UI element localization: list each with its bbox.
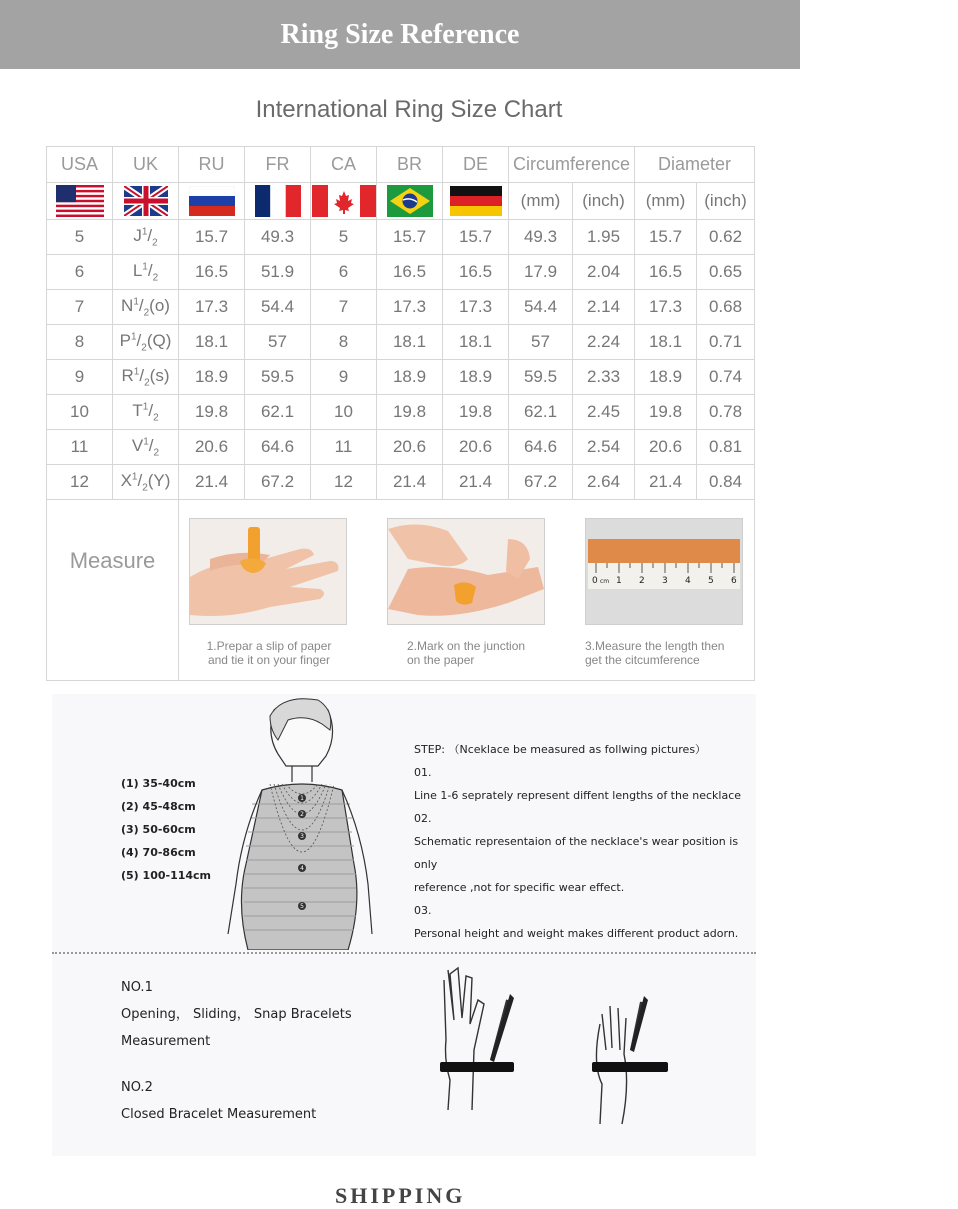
cell-dia-mm: 17.3	[635, 290, 697, 325]
cell-de: 17.3	[443, 290, 509, 325]
header-usa: USA	[47, 147, 113, 183]
step-line-8: Personal height and weight makes different product adorn.	[414, 927, 739, 940]
header-row	[47, 147, 755, 183]
cell-ca: 6	[311, 255, 377, 290]
step-3-caption	[585, 639, 745, 667]
fraction-num: 1	[130, 331, 137, 343]
ruler-digit-3: 3	[662, 576, 668, 586]
cell-ru: 18.9	[179, 360, 245, 395]
cell-usa: 11	[47, 430, 113, 465]
br-flag-cell	[377, 183, 443, 220]
step-2-caption	[387, 639, 547, 667]
fraction-num: 1	[142, 261, 148, 273]
cell-fr: 59.5	[245, 360, 311, 395]
canada-flag-icon	[312, 185, 376, 217]
cell-circ-inch: 2.14	[573, 290, 635, 325]
step-1-caption	[189, 639, 349, 667]
measure-steps-cell	[179, 500, 755, 681]
cell-dia-mm: 18.9	[635, 360, 697, 395]
cell-circ-mm: 49.3	[509, 220, 573, 255]
uk-letter: T	[132, 400, 143, 420]
cell-circ-mm: 62.1	[509, 395, 573, 430]
cell-dia-inch: 0.74	[697, 360, 755, 395]
fraction-num: 1	[141, 226, 148, 238]
cell-circ-inch: 2.45	[573, 395, 635, 430]
cell-uk	[113, 325, 179, 360]
fraction-slash: /	[148, 435, 154, 455]
ruler-digit-1: 1	[616, 576, 622, 586]
bracelet-instructions	[121, 974, 352, 1128]
bead-number-5: 5	[300, 903, 304, 910]
cell-dia-inch: 0.68	[697, 290, 755, 325]
cell-de: 16.5	[443, 255, 509, 290]
fraction-slash: /	[137, 470, 143, 490]
unit-circumference-mm: (mm)	[509, 183, 573, 220]
cell-usa: 9	[47, 360, 113, 395]
cell-circ-mm: 57	[509, 325, 573, 360]
cell-fr: 64.6	[245, 430, 311, 465]
ruler-digit-0: 0	[592, 576, 598, 586]
cell-dia-inch: 0.71	[697, 325, 755, 360]
cell-de: 19.8	[443, 395, 509, 430]
fraction-num: 1	[133, 296, 139, 308]
ruler-digit-5: 5	[708, 576, 714, 586]
table-row	[47, 430, 755, 465]
necklace-length-2: (2) 45-48cm	[121, 800, 196, 813]
cell-br: 16.5	[377, 255, 443, 290]
cell-ru: 15.7	[179, 220, 245, 255]
header-uk: UK	[113, 147, 179, 183]
bead-number-1: 1	[300, 795, 304, 802]
step-3-photo	[585, 518, 743, 625]
cell-uk	[113, 290, 179, 325]
measure-row	[47, 500, 755, 681]
cell-fr: 54.4	[245, 290, 311, 325]
measure-step-1	[189, 518, 349, 667]
step-2-photo	[387, 518, 545, 625]
step-2-caption-line2: on the paper	[407, 653, 475, 667]
measure-step-2	[387, 518, 547, 667]
cell-uk	[113, 255, 179, 290]
uk-letter: V	[131, 435, 144, 455]
fraction-den: 2	[152, 237, 158, 249]
cell-de: 18.9	[443, 360, 509, 395]
cell-uk	[113, 220, 179, 255]
necklace-length-3: (3) 50-60cm	[121, 823, 196, 836]
fraction-den: 2	[153, 447, 160, 459]
open-bracelet-wrist-icon	[428, 960, 528, 1130]
cell-dia-mm: 20.6	[635, 430, 697, 465]
header-ca: CA	[311, 147, 377, 183]
cell-de: 20.6	[443, 430, 509, 465]
cell-circ-inch: 2.64	[573, 465, 635, 500]
uk-suffix: (o)	[149, 295, 170, 315]
header-fr: FR	[245, 147, 311, 183]
cell-circ-mm: 64.6	[509, 430, 573, 465]
step-line-3: Line 1-6 seprately represent diffent lengths of the necklace	[414, 789, 742, 802]
fraction-num: 1	[133, 366, 140, 378]
fraction-slash: /	[148, 400, 154, 420]
step-line-4: 02.	[414, 812, 432, 825]
fraction-num: 1	[143, 436, 149, 448]
uk-flag-cell	[113, 183, 179, 220]
fraction-den: 2	[141, 342, 147, 354]
ring-size-table	[46, 146, 755, 681]
cell-de: 18.1	[443, 325, 509, 360]
cell-circ-mm: 17.9	[509, 255, 573, 290]
cell-uk	[113, 360, 179, 395]
section-divider	[52, 952, 756, 954]
bracelet-no1-title: NO.1	[121, 980, 153, 995]
fraction-slash: /	[147, 260, 153, 280]
bead-number-3: 3	[300, 833, 304, 840]
step-line-7: 03.	[414, 904, 432, 917]
fraction-den: 2	[143, 307, 150, 319]
cell-circ-inch: 2.04	[573, 255, 635, 290]
fraction-num: 1	[142, 401, 149, 413]
cell-usa: 7	[47, 290, 113, 325]
measure-label: Measure	[69, 548, 156, 573]
germany-flag-icon	[450, 186, 502, 216]
uk-letter: X	[120, 470, 132, 490]
fraction-den: 2	[144, 377, 150, 389]
ruler-digit-6: 6	[731, 576, 737, 586]
woman-necklace-illustration	[222, 694, 382, 950]
cell-ca: 10	[311, 395, 377, 430]
cell-usa: 8	[47, 325, 113, 360]
flag-row	[47, 183, 755, 220]
ruler-digit-2: 2	[639, 576, 645, 586]
cell-ca: 5	[311, 220, 377, 255]
header-br: BR	[377, 147, 443, 183]
cell-br: 18.9	[377, 360, 443, 395]
bracelet-no2-line1: Closed Bracelet Measurement	[121, 1107, 317, 1122]
cell-br: 15.7	[377, 220, 443, 255]
ca-flag-cell	[311, 183, 377, 220]
cell-ru: 17.3	[179, 290, 245, 325]
fr-flag-cell	[245, 183, 311, 220]
uk-letter: R	[121, 365, 134, 385]
uk-flag-icon	[124, 186, 168, 216]
cell-ca: 7	[311, 290, 377, 325]
fraction-den: 2	[153, 412, 159, 424]
bead-number-2: 2	[300, 811, 304, 818]
fraction-slash: /	[147, 225, 153, 245]
header-de: DE	[443, 147, 509, 183]
uk-suffix: (s)	[149, 365, 170, 385]
table-row	[47, 325, 755, 360]
cell-fr: 67.2	[245, 465, 311, 500]
table-row	[47, 395, 755, 430]
hand-marking-junction-icon	[388, 519, 544, 624]
table-row	[47, 220, 755, 255]
cell-usa: 10	[47, 395, 113, 430]
russia-flag-icon	[189, 186, 235, 216]
header-circumference: Circumference	[509, 147, 635, 183]
cell-dia-mm: 19.8	[635, 395, 697, 430]
step-line-5: Schematic representaion of the necklace's wear position is only	[414, 835, 739, 871]
cell-uk	[113, 430, 179, 465]
cell-dia-inch: 0.81	[697, 430, 755, 465]
cell-ca: 9	[311, 360, 377, 395]
step-line-6: reference ,not for specific wear effect.	[414, 881, 625, 894]
ru-flag-cell	[179, 183, 245, 220]
cell-fr: 62.1	[245, 395, 311, 430]
cell-uk	[113, 465, 179, 500]
bracelet-no2-title: NO.2	[121, 1080, 153, 1095]
uk-letter: J	[133, 225, 142, 245]
table-row	[47, 465, 755, 500]
necklace-length-5: (5) 100-114cm	[121, 869, 212, 882]
cell-circ-mm: 67.2	[509, 465, 573, 500]
cell-dia-mm: 15.7	[635, 220, 697, 255]
cell-dia-inch: 0.62	[697, 220, 755, 255]
fraction-den: 2	[142, 482, 148, 494]
cell-br: 20.6	[377, 430, 443, 465]
step-line-1: STEP: （Nceklace be measured as follwing pictures）	[414, 743, 707, 756]
cell-br: 18.1	[377, 325, 443, 360]
cell-de: 21.4	[443, 465, 509, 500]
closed-bracelet-wrist-icon	[582, 994, 682, 1134]
cell-ru: 18.1	[179, 325, 245, 360]
cell-fr: 51.9	[245, 255, 311, 290]
banner-title: Ring Size Reference	[280, 18, 520, 50]
header-ru: RU	[179, 147, 245, 183]
de-flag-cell	[443, 183, 509, 220]
step-3-caption-line2: get the citcumference	[585, 653, 700, 667]
fraction-slash: /	[139, 365, 145, 385]
cell-de: 15.7	[443, 220, 509, 255]
bracelet-no1-line1: Opening， Sliding， Snap Bracelets	[121, 1007, 352, 1022]
table-row	[47, 290, 755, 325]
cell-dia-mm: 16.5	[635, 255, 697, 290]
bracelet-no1-line2: Measurement	[121, 1034, 211, 1049]
cell-dia-mm: 21.4	[635, 465, 697, 500]
necklace-lengths-list	[121, 772, 211, 887]
cell-circ-mm: 54.4	[509, 290, 573, 325]
necklace-steps	[414, 738, 756, 945]
step-2-caption-line1: 2.Mark on the junction	[407, 639, 526, 653]
cell-ca: 8	[311, 325, 377, 360]
unit-diameter-mm: (mm)	[635, 183, 697, 220]
cell-br: 21.4	[377, 465, 443, 500]
cell-br: 17.3	[377, 290, 443, 325]
brazil-flag-icon	[387, 185, 433, 217]
cell-ru: 20.6	[179, 430, 245, 465]
uk-letter: N	[121, 295, 134, 315]
uk-letter: P	[119, 330, 131, 350]
step-3-caption-line1: 3.Measure the length then	[585, 639, 725, 653]
table-row	[47, 360, 755, 395]
fraction-slash: /	[136, 330, 142, 350]
ruler-digit-4: 4	[685, 576, 691, 586]
unit-diameter-inch: (inch)	[697, 183, 755, 220]
cell-uk	[113, 395, 179, 430]
cell-br: 19.8	[377, 395, 443, 430]
usa-flag-cell	[47, 183, 113, 220]
fraction-slash: /	[138, 295, 144, 315]
uk-suffix: (Y)	[147, 470, 171, 490]
usa-flag-icon	[56, 185, 104, 217]
cell-circ-inch: 2.54	[573, 430, 635, 465]
step-1-photo	[189, 518, 347, 625]
cell-fr: 49.3	[245, 220, 311, 255]
necklace-length-4: (4) 70-86cm	[121, 846, 196, 859]
uk-suffix: (Q)	[146, 330, 172, 350]
measure-label-cell	[47, 500, 179, 681]
ruler-measurement-icon	[586, 519, 742, 624]
step-1-caption-line1: 1.Prepar a slip of paper	[206, 639, 332, 653]
table-row	[47, 255, 755, 290]
france-flag-icon	[255, 185, 301, 217]
chart-title: International Ring Size Chart	[255, 96, 563, 123]
cell-ru: 16.5	[179, 255, 245, 290]
cell-dia-inch: 0.84	[697, 465, 755, 500]
cell-ru: 21.4	[179, 465, 245, 500]
cell-ru: 19.8	[179, 395, 245, 430]
necklace-length-1: (1) 35-40cm	[121, 777, 196, 790]
next-section-heading-cut: SHIPPING	[335, 1183, 466, 1208]
hand-with-paper-strip-icon	[190, 519, 346, 624]
size-rows	[47, 220, 755, 500]
measure-step-3	[585, 518, 745, 667]
cell-ca: 12	[311, 465, 377, 500]
ruler-unit: cm	[600, 578, 610, 585]
page-banner	[0, 0, 800, 69]
cell-usa: 12	[47, 465, 113, 500]
uk-letter: L	[132, 260, 143, 280]
fraction-num: 1	[131, 471, 138, 483]
necklace-bracelet-guide	[52, 694, 756, 1156]
fraction-den: 2	[152, 272, 159, 284]
cell-circ-inch: 1.95	[573, 220, 635, 255]
unit-circumference-inch: (inch)	[573, 183, 635, 220]
step-1-caption-line2: and tie it on your finger	[207, 653, 331, 667]
cell-dia-inch: 0.65	[697, 255, 755, 290]
header-diameter: Diameter	[635, 147, 755, 183]
cell-circ-mm: 59.5	[509, 360, 573, 395]
cell-circ-inch: 2.24	[573, 325, 635, 360]
bead-number-4: 4	[300, 865, 304, 872]
cell-usa: 5	[47, 220, 113, 255]
cell-usa: 6	[47, 255, 113, 290]
cell-circ-inch: 2.33	[573, 360, 635, 395]
step-line-2: 01.	[414, 766, 432, 779]
cell-ca: 11	[311, 430, 377, 465]
cell-fr: 57	[245, 325, 311, 360]
cell-dia-mm: 18.1	[635, 325, 697, 360]
cell-dia-inch: 0.78	[697, 395, 755, 430]
